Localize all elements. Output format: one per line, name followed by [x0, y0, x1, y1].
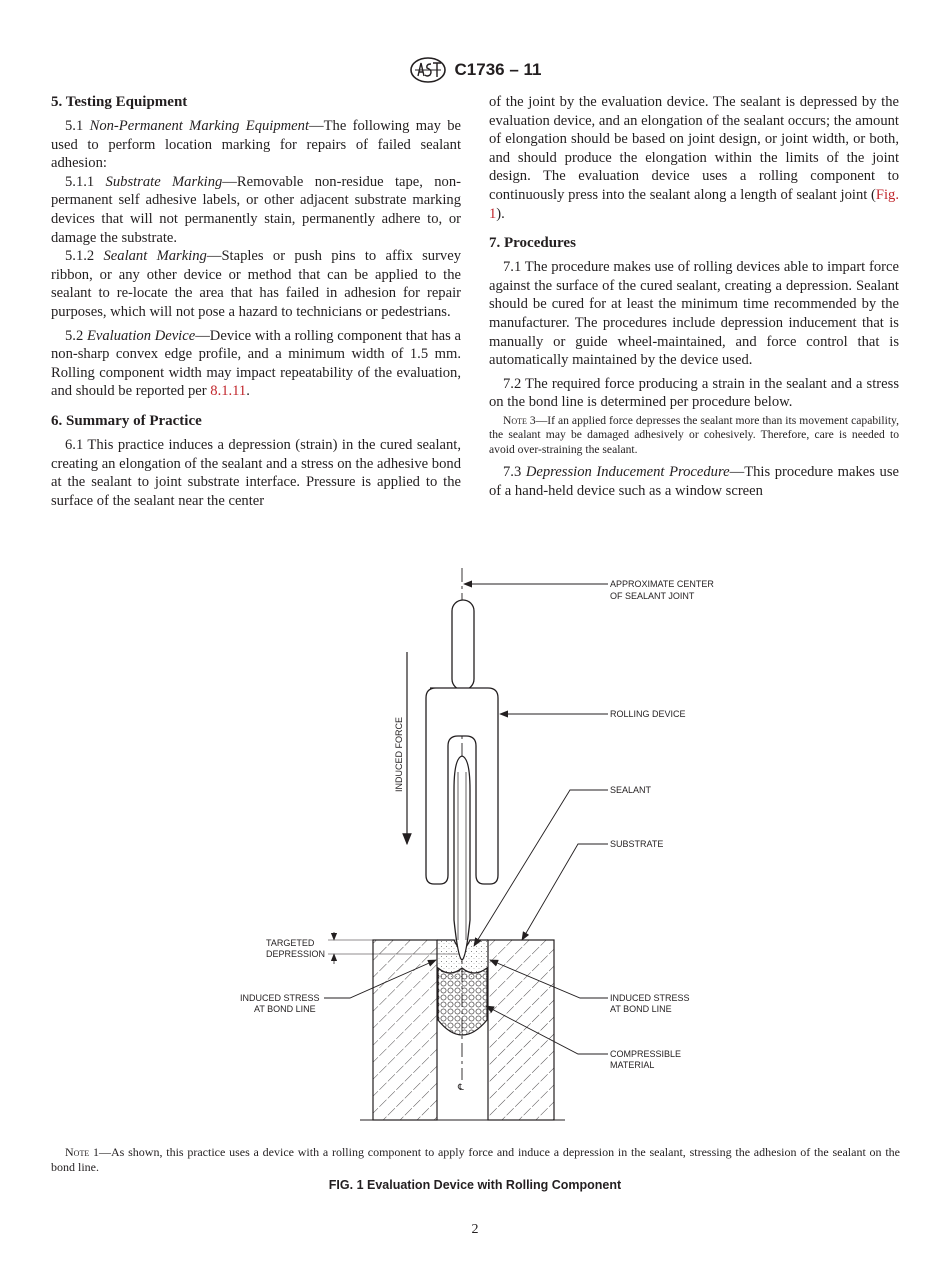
- compressible-material: [438, 968, 487, 1035]
- paragraph-6-1: 6.1 This practice induces a depression (strain) in the cured sealant, creating an elongation of the sealant and a stress on the adhesive bond at the sealant to joint substrate interface. Pressure is applied to the surface of the sealant near the center: [51, 436, 461, 509]
- note-label: Note: [503, 413, 527, 427]
- section-5-heading: 5. Testing Equipment: [51, 94, 188, 110]
- page-header: [0, 56, 950, 84]
- para-number: 5.2: [65, 327, 84, 344]
- para-end: ).: [496, 205, 505, 222]
- paragraph-5-2: [51, 327, 461, 401]
- page-number: 2: [471, 1222, 479, 1237]
- para-title: Depression Inducement Procedure: [525, 464, 730, 481]
- paragraph-7-3: [489, 463, 899, 500]
- label-sealant: SEALANT: [610, 785, 652, 795]
- label-rolling-device: ROLLING DEVICE: [610, 709, 686, 719]
- paragraph-5-1: [51, 117, 461, 173]
- section-6-heading: 6. Summary of Practice: [51, 412, 202, 429]
- para-number: 5.1.2: [65, 248, 95, 265]
- label-stress-right-2: AT BOND LINE: [610, 1004, 672, 1014]
- para-title: Substrate Marking: [105, 173, 223, 190]
- paragraph-7-1: 7.1 The procedure makes use of rolling devices able to impart force against the surface of the cured sealant, creating a depression. Sealant should be cured for at least the minimum time recommended by the manufacturer. The procedures include depression inducement that is manually or guide wheel-maintained, and force control that is automatically maintained by the device used.: [489, 259, 899, 369]
- paragraph-7-2: 7.2 The required force producing a strain in the sealant and a stress on the bond line is determined per procedure below.: [489, 375, 899, 411]
- device-handle: [452, 600, 474, 690]
- label-targeted-1: TARGETED: [266, 938, 315, 948]
- para-number: 7.3: [503, 464, 522, 481]
- right-column: [489, 93, 899, 501]
- substrate-right: [488, 940, 554, 1120]
- para-title: Non-Permanent Marking Equipment: [89, 118, 310, 134]
- para-number: 5.1.1: [65, 173, 95, 190]
- paragraph-5-1-1: [51, 173, 461, 247]
- label-stress-right-1: INDUCED STRESS: [610, 993, 690, 1003]
- para-text: of the joint by the evaluation device. The sealant is depressed by the evaluation device, and an elongation of the sealant occurs; the amount of elongation should be based on joint design, or joint width, or both, and should produce the elongation within the limits of the joint design. The evaluation device uses a rolling component to continuously press into the sealant along a length of sealant joint (: [489, 94, 899, 203]
- paragraph-6-1-continued: [489, 93, 899, 223]
- figure-caption: FIG. 1 Evaluation Device with Rolling Component: [328, 1178, 622, 1192]
- label-targeted-2: DEPRESSION: [266, 949, 326, 959]
- figure-note-1: [51, 1145, 900, 1175]
- para-text: —Device with a rolling component that has a non-sharp convex edge profile, and a minimum width of 1.5 mm. Rolling component width may impact repeatability of the evaluation, and should be reported per: [51, 327, 461, 400]
- note-text: 1—As shown, this practice uses a device with a rolling component to apply force and induce a depression in the sealant, stressing the adhesion of the sealant on the bond line.: [51, 1145, 900, 1174]
- substrate-left: [373, 940, 437, 1120]
- label-center-2: OF SEALANT JOINT: [610, 591, 695, 601]
- document-id: C1736 – 11: [454, 60, 542, 79]
- rolling-device-diagram: [230, 560, 730, 1140]
- label-stress-left-2: AT BOND LINE: [254, 1004, 316, 1014]
- para-end: .: [246, 383, 250, 400]
- figure-1: [230, 560, 730, 1140]
- label-stress-left-1: INDUCED STRESS: [240, 993, 320, 1003]
- label-induced-force: INDUCED FORCE: [394, 716, 404, 792]
- label-compressible-2: MATERIAL: [610, 1060, 655, 1070]
- para-title: Sealant Marking: [103, 248, 207, 265]
- note-label: Note: [65, 1145, 90, 1159]
- label-compressible-1: COMPRESSIBLE: [610, 1049, 682, 1059]
- para-title: Evaluation Device: [86, 327, 196, 344]
- centerline-symbol: ℄: [458, 1082, 464, 1092]
- label-center-1: APPROXIMATE CENTER: [610, 579, 714, 589]
- para-number: 5.1: [65, 118, 84, 134]
- para-text: —Removable non-residue tape, non-permanent self adhesive labels, or other adjacent substrate marking devices that will not permanently stain, permanently adhere to, or damage the substrate.: [51, 173, 461, 246]
- para-text: —Staples or push pins to affix survey ribbon, or any other device or method that can be applied to the sealant to re-locate the area that has failed in adhesion for repair purposes, which will not pose a hazard to technicians or pedestrians.: [51, 248, 461, 320]
- left-column: [51, 93, 461, 510]
- link-fig-1[interactable]: Fig. 1: [489, 186, 899, 222]
- para-text: —This procedure makes use of a hand-held device such as a window screen: [489, 464, 900, 499]
- label-substrate: SUBSTRATE: [610, 839, 664, 849]
- note-3: [489, 414, 899, 458]
- astm-logo-icon: [409, 56, 447, 84]
- rolling-wheel: [454, 756, 470, 960]
- para-text: —The following may be used to perform location marking for repairs of failed sealant adhesion:: [51, 118, 461, 172]
- note-text: 3—If an applied force depresses the sealant more than its movement capability, the sealant may be damaged adhesively or cohesively. Therefore, care is needed to avoid over-straining the sealant.: [489, 413, 899, 456]
- section-7-heading: 7. Procedures: [489, 235, 576, 252]
- link-8-1-11[interactable]: 8.1.11: [210, 383, 247, 400]
- paragraph-5-1-2: [51, 247, 461, 321]
